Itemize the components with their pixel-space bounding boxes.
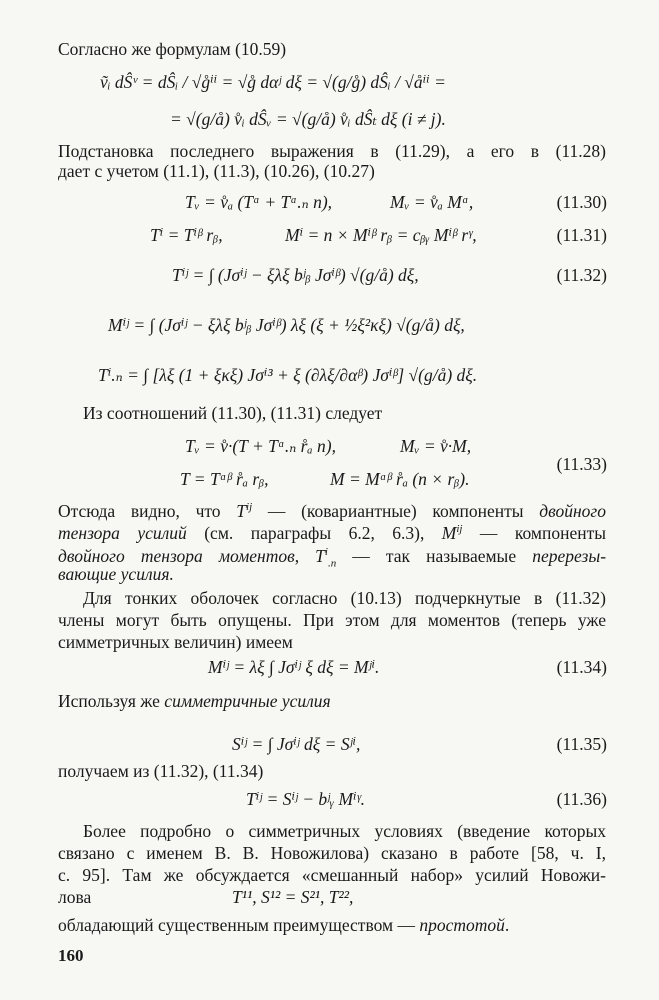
text-fragment: двойного тензора моментов: [58, 545, 295, 566]
text-fragment: простотой: [419, 915, 505, 935]
text-line: [58, 914, 606, 936]
text-fragment: M: [441, 522, 457, 543]
text-line: члены могут быть опущены. При этом для моментов (теперь уже: [58, 610, 606, 630]
text-fragment: Отсюда видно, что: [58, 500, 237, 521]
text-line: [58, 690, 606, 712]
text-line: получаем из (11.32), (11.34): [58, 761, 264, 781]
equation-number: (11.34): [556, 657, 607, 677]
equation-number: (11.32): [556, 265, 607, 285]
equation-line: Tⁱʲ = Sⁱʲ − bʲᵧ Mⁱᵞ.: [246, 789, 365, 809]
text-line: лова: [58, 887, 92, 907]
equation-line: Tᵥ = v̊ₐ (Tᵅ + Tᵅ.ₙ n),: [185, 192, 333, 212]
text-fragment: симметричные усилия: [164, 691, 331, 711]
equation-line: Tᵥ = v̊·(T + Tᵅ.ₙ r̊ₐ n),: [185, 436, 336, 456]
equation-line: Mⁱʲ = ∫ (Jσⁱʲ − ξλξ bʲᵦ Jσⁱᵝ) λξ (ξ + ½ξ²κξ) √(g/å) dξ,: [108, 315, 465, 335]
equation-line: M = Mᵅᵝ r̊ₐ (n × rᵦ).: [330, 469, 470, 489]
text-fragment: (см. параграфы 6.2, 6.3),: [186, 522, 442, 543]
equation-line: T¹¹, S¹² = S²¹, T²²,: [232, 887, 354, 907]
equation-number: (11.35): [556, 734, 607, 754]
text-fragment: — так называемые: [336, 545, 533, 566]
equation-line: Tⁱ = Tⁱᵝ rᵦ,: [150, 225, 223, 245]
text-line: с. 95]. Там же обсуждается «смешанный набор» усилий Новожи-: [58, 865, 606, 885]
text-fragment: обладающий существенным преимуществом —: [58, 915, 420, 935]
text-fragment: .: [504, 915, 510, 935]
equation-line: Mᵥ = v̊ₐ Mᵅ,: [390, 192, 474, 212]
equation-number: (11.33): [556, 454, 607, 474]
equation-line: T = Tᵅᵝ r̊ₐ rᵦ,: [180, 469, 269, 489]
equation-line: Tⁱʲ = ∫ (Jσⁱʲ − ξλξ bʲᵦ Jσⁱᵝ) √(g/å) dξ,: [172, 265, 419, 285]
page-number: 160: [58, 946, 84, 965]
text-fragment: — (ковариантные) компоненты: [252, 500, 540, 521]
text-line: симметричных величин) имеем: [58, 632, 293, 652]
text-fragment: перерезы-: [532, 545, 607, 566]
text-fragment: двойного: [539, 500, 606, 521]
equation-number: (11.36): [556, 789, 607, 809]
text-fragment: Используя же: [58, 691, 165, 711]
equation-line: Tⁱ.ₙ = ∫ [λξ (1 + ξκξ) Jσⁱ³ + ξ (∂λξ/∂αᵝ) Jσⁱᵝ] √(g/å) dξ.: [98, 365, 478, 385]
equation-number: (11.30): [556, 192, 607, 212]
equation-line: ṽᵢ dŜᵛ = dŜᵢ / √g̊ⁱⁱ = √g̊ dαʲ dξ = √(g/g̊) dŜᵢ / √åⁱⁱ =: [100, 72, 446, 92]
equation-number: (11.31): [556, 225, 607, 245]
text-line: Из соотношений (11.30), (11.31) следует: [83, 403, 383, 423]
equation-line: = √(g/å) v̊ᵢ dŜᵥ = √(g/å) v̊ᵢ dŜₜ dξ (i ≠ j).: [170, 109, 446, 129]
text-line: дает с учетом (11.1), (11.3), (10.26), (10.27): [58, 161, 375, 181]
text-fragment: — компоненты: [462, 522, 606, 543]
equation-line: Sⁱʲ = ∫ Jσⁱʲ dξ = Sʲⁱ,: [232, 734, 361, 754]
text-fragment: тензора усилий: [58, 522, 187, 543]
equation-line: Mⁱ = n × Mⁱᵝ rᵦ = cᵦᵧ Mⁱᵝ rᵞ,: [285, 225, 477, 245]
text-fragment: T: [236, 500, 247, 521]
text-line: Подстановка последнего выражения в (11.29), а его в (11.28): [58, 141, 606, 161]
text-line: Отсюда видно, что $T^{ij}$ — (ковариантные) компоненты двойного: [58, 500, 606, 521]
text-line: вающие усилия.: [58, 564, 174, 584]
text-line: тензора усилий (см. параграфы 6.2, 6.3), $M^{ij}$ — компоненты: [58, 522, 606, 543]
equation-line: Mᵥ = v̊·M,: [400, 436, 472, 456]
text-line: Для тонких оболочек согласно (10.13) подчеркнутые в (11.32): [83, 588, 606, 608]
text-line: Более подробно о симметричных условиях (введение которых: [83, 821, 606, 841]
text-line: двойного тензора моментов, $T^i_{.n}$ — так называемые перерезы-: [58, 545, 607, 570]
text-line: связано с именем В. В. Новожилова) сказано в работе [58, ч. I,: [58, 843, 606, 863]
text-line: Согласно же формулам (10.59): [58, 39, 287, 59]
text-fragment: ,: [294, 545, 316, 566]
equation-line: Mⁱʲ = λξ ∫ Jσⁱʲ ξ dξ = Mʲⁱ.: [208, 657, 380, 677]
